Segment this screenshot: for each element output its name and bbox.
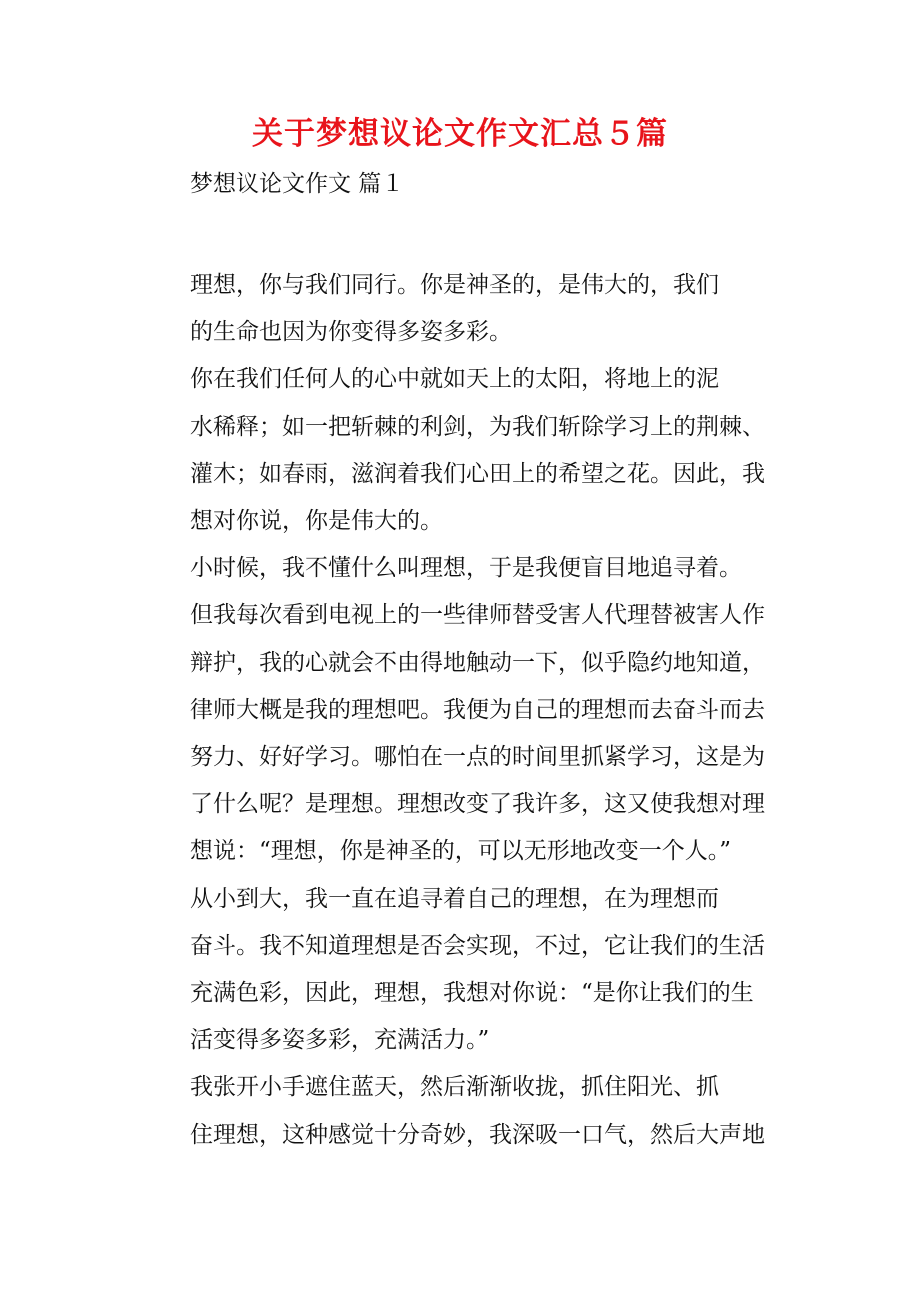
text-line: 水稀释；如一把斩棘的利剑，为我们斩除学习上的荆棘、 (190, 413, 765, 440)
paragraph-3 (141, 545, 771, 875)
text-line: 辩护，我的心就会不由得地触动一下，似乎隐约地知道， (190, 649, 765, 676)
text-line: 但我每次看到电视上的一些律师替受害人代理替被害人作 (190, 602, 765, 629)
text-line: 灌木；如春雨，滋润着我们心田上的希望之花。因此，我 (190, 460, 765, 487)
article-body (141, 262, 771, 1159)
text-line: 活变得多姿多彩，充满活力。” (190, 1027, 490, 1054)
text-line: 你在我们任何人的心中就如天上的太阳，将地上的泥 (190, 366, 719, 393)
document-title: 关于梦想议论文作文汇总５篇 (252, 116, 668, 152)
text-line: 了什么呢？是理想。理想改变了我许多，这又使我想对理 (190, 791, 765, 818)
text-line: 努力、好好学习。哪怕在一点的时间里抓紧学习，这是为 (190, 744, 765, 771)
text-line: 住理想，这种感觉十分奇妙，我深吸一口气，然后大声地 (190, 1121, 765, 1148)
text-line: 我张开小手遮住蓝天，然后渐渐收拢，抓住阳光、抓 (190, 1074, 719, 1101)
text-line: 奋斗。我不知道理想是否会实现，不过，它让我们的生活 (190, 932, 765, 959)
text-line: 想说：“理想，你是神圣的，可以无形地改变一个人。” (190, 838, 732, 865)
text-line: 的生命也因为你变得多姿多彩。 (190, 319, 512, 346)
text-line: 从小到大，我一直在追寻着自己的理想，在为理想而 (190, 885, 719, 912)
text-line: 充满色彩，因此，理想，我想对你说：“是你让我们的生 (190, 980, 754, 1007)
text-line: 律师大概是我的理想吧。我便为自己的理想而去奋斗而去 (190, 696, 765, 723)
text-line: 理想，你与我们同行。你是神圣的，是伟大的，我们 (190, 272, 719, 298)
section-heading: 梦想议论文作文 篇１ (190, 171, 405, 197)
text-line: 想对你说，你是伟大的。 (190, 508, 443, 535)
paragraph-2 (141, 356, 771, 545)
paragraph-1 (141, 262, 771, 356)
text-line: 小时候，我不懂什么叫理想，于是我便盲目地追寻着。 (190, 555, 742, 582)
paragraph-5 (141, 1064, 771, 1158)
paragraph-4 (141, 876, 771, 1065)
